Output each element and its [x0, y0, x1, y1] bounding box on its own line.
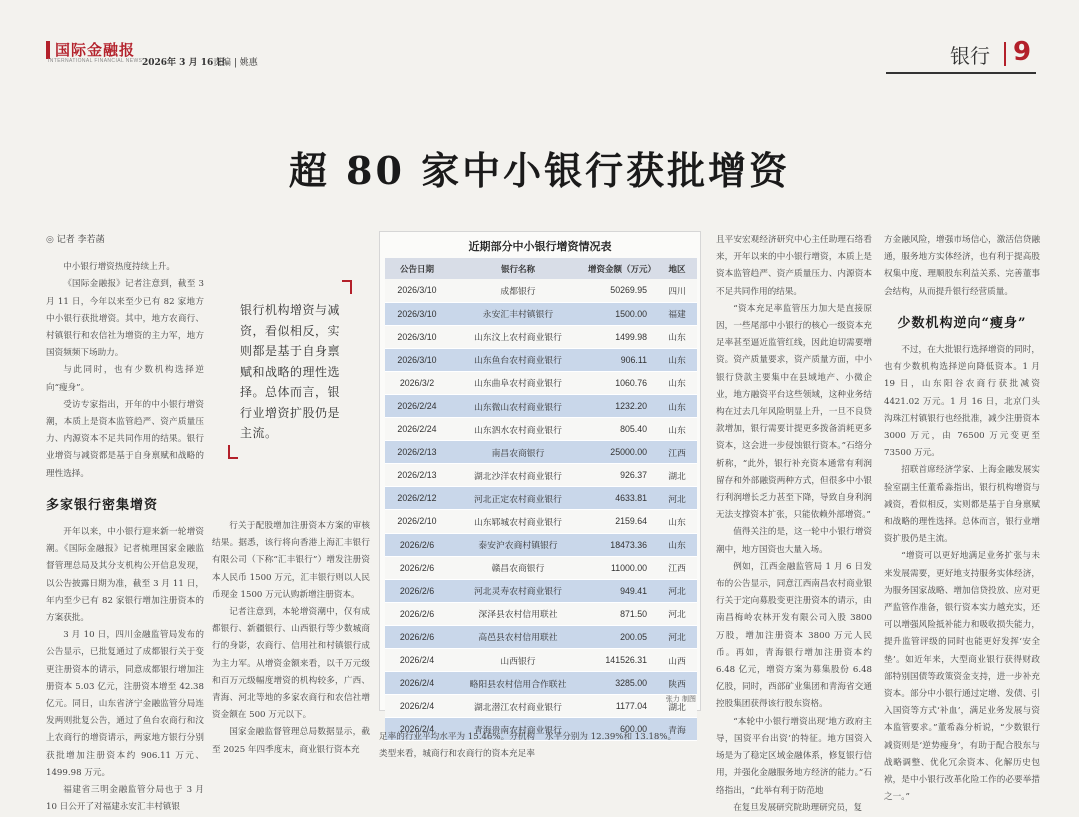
cell-bank-name: 赣昌农商银行 — [449, 556, 587, 579]
paragraph: 国家金融监督管理总局数据显示，截至 2025 年四季度末，商业银行资本充 — [212, 727, 370, 755]
cell-region: 青海 — [657, 718, 697, 741]
cell-date: 2026/3/2 — [385, 371, 449, 394]
cell-date: 2026/2/24 — [385, 394, 449, 417]
cell-bank-name: 湖北沙洋农村商业银行 — [449, 464, 587, 487]
cell-date: 2026/2/6 — [385, 533, 449, 556]
cell-amount: 1232.20 — [587, 394, 657, 417]
increase-capital-table-box — [379, 231, 701, 735]
cell-amount: 906.11 — [587, 348, 657, 371]
cell-amount: 50269.95 — [587, 279, 657, 302]
paragraph: 在复旦发展研究院助理研究员，复 — [733, 802, 863, 813]
cell-amount: 1177.04 — [587, 695, 657, 718]
column-3-bottom — [379, 729, 701, 763]
cell-region: 江西 — [657, 441, 697, 464]
cell-bank-name: 南昌农商银行 — [449, 441, 587, 464]
cell-date: 2026/2/4 — [385, 649, 449, 672]
table-row — [385, 302, 697, 325]
table-row — [385, 510, 697, 533]
cell-amount: 200.05 — [587, 625, 657, 648]
cell-region: 湖北 — [657, 695, 697, 718]
col-header-amount: 增资金额（万元） — [587, 258, 657, 279]
table-row — [385, 602, 697, 625]
paragraph: 与此同时，也有少数机构选择逆向“瘦身”。 — [46, 365, 204, 393]
editor-credit: 责编 | 姚惠 — [213, 58, 258, 68]
column-5 — [884, 232, 1040, 807]
cell-amount: 805.40 — [587, 418, 657, 441]
cell-bank-name: 山西银行 — [449, 649, 587, 672]
col-header-date: 公告日期 — [385, 258, 449, 279]
table-row — [385, 625, 697, 648]
cell-region: 山东 — [657, 533, 697, 556]
cell-date: 2026/2/4 — [385, 672, 449, 695]
cell-amount: 4633.81 — [587, 487, 657, 510]
cell-region: 陕西 — [657, 672, 697, 695]
cell-date: 2026/2/4 — [385, 695, 449, 718]
table-row — [385, 394, 697, 417]
cell-bank-name: 青海贵南农村商业银行 — [449, 718, 587, 741]
cell-date: 2026/2/13 — [385, 441, 449, 464]
cell-amount: 2159.64 — [587, 510, 657, 533]
cell-bank-name: 湖北潜江农村商业银行 — [449, 695, 587, 718]
cell-bank-name: 略阳县农村信用合作联社 — [449, 672, 587, 695]
paragraph: 记者注意到，本轮增资潮中，仅有成都银行、新疆银行、山西银行等少数城商行的身影，农商行、信用社和村镇银行成为主力军。从增资金额来看，以千万元级和百万元级幅度增资的机构较多，广西、青海、河北等地的多家农商行和农信社增资金额在 500 万元以下。 — [212, 607, 370, 721]
table-row — [385, 418, 697, 441]
col-header-bank: 银行名称 — [449, 258, 587, 279]
cell-region: 河北 — [657, 625, 697, 648]
table-row — [385, 672, 697, 695]
paragraph: 福建省三明金融监管分局也于 3 月 10 日公开了对福建永安汇丰村镇银 — [46, 785, 204, 813]
cell-bank-name: 河北正定农村商业银行 — [449, 487, 587, 510]
cell-bank-name: 永安汇丰村镇银行 — [449, 302, 587, 325]
cell-date: 2026/3/10 — [385, 302, 449, 325]
cell-date: 2026/2/13 — [385, 464, 449, 487]
cell-date: 2026/2/24 — [385, 418, 449, 441]
cell-amount: 600.00 — [587, 718, 657, 741]
column-1 — [46, 232, 204, 817]
cell-bank-name: 泰安沪农商村镇银行 — [449, 533, 587, 556]
table-row — [385, 579, 697, 602]
table-row — [385, 695, 697, 718]
cell-region: 山东 — [657, 418, 697, 441]
cell-bank-name: 山东曲阜农村商业银行 — [449, 371, 587, 394]
cell-amount: 25000.00 — [587, 441, 657, 464]
issue-date: 2026年 3 月 16 日 — [142, 58, 226, 68]
table-body — [385, 279, 697, 741]
cell-amount: 1060.76 — [587, 371, 657, 394]
cell-region: 山东 — [657, 510, 697, 533]
cell-region: 湖北 — [657, 464, 697, 487]
paper-name: 国际金融报 — [55, 41, 136, 59]
cell-date: 2026/2/6 — [385, 556, 449, 579]
cell-date: 2026/2/6 — [385, 625, 449, 648]
cell-region: 山西 — [657, 649, 697, 672]
pullquote-corner — [228, 445, 238, 459]
masthead-logo — [46, 39, 135, 60]
paragraph: 方金融风险，增强市场信心，激活信贷融通，服务地方实体经济，也有利于提高股权集中度、理顺股东利益关系、完善董事会结构，从而提升银行经营质量。 — [884, 235, 1040, 297]
cell-region: 山东 — [657, 371, 697, 394]
cell-date: 2026/3/10 — [385, 348, 449, 371]
table-header-row — [385, 258, 697, 279]
subheading: 少数机构逆向“瘦身” — [897, 315, 1027, 331]
cell-region: 河北 — [657, 602, 697, 625]
paragraph: 3 月 10 日，四川金融监管局发布的公告显示，已批复通过了成都银行关于变更注册资本的请示，同意成都银行增加注册资本 5.03 亿元，注册资本增至 42.38 亿元。同日，山东省济宁金融监管分局连发两则批复公告，通过了鱼台农商行和汶上农商行的增资请示，两家地方银行分别获批增加注册资本约 906.11 万元、1499.98 万元。 — [46, 630, 204, 778]
paragraph: “增资可以更好地满足业务扩张与未来发展需要，更好地支持服务实体经济，为服务国家战略、增加信贷投放、应对更严监管作准备，银行资本实力越充实，还可以增强风险抵补能力和吸收损失能力，提升监管评级的同时也能更好发挥‘安全垫’。如近年来，大型商业银行获得财政部特别国债等政策资金支持，进一步补充资本。部分中小银行通过定增、发债、引入国资等方式‘补血’，满足业务发展与资本监管要求。”董希淼分析说，“少数银行减资则是‘逆势瘦身’，有助于配合股东与战略调整、优化冗余资本、化解历史包袱，是中小银行改革化险工作的必要举措之一。” — [884, 551, 1040, 803]
paragraph: 不过，在大批银行选择增资的同时，也有少数机构选择逆向降低资本。1 月 19 日，山东阳谷农商行获批减资 4421.02 万元。1 月 16 日，北京门头沟珠江村镇银行也经批准，减少注册资本 3000 万元，由 76500 万元变更至 73500 万元。 — [884, 345, 1040, 459]
cell-date: 2026/3/10 — [385, 325, 449, 348]
paragraph: 《国际金融报》记者注意到，截至 3 月 11 日，今年以来至少已有 82 家地方中小银行获批增资。其中，地方农商行、村镇银行和农信社为增资的主力军，地方国资频频下场助力。 — [46, 279, 204, 359]
paragraph: 值得关注的是，这一轮中小银行增资潮中，地方国资也大量入场。 — [716, 527, 872, 555]
table-title: 近期部分中小银行增资情况表 — [468, 240, 612, 253]
cell-bank-name: 深泽县农村信用联社 — [449, 602, 587, 625]
cell-amount: 141526.31 — [587, 649, 657, 672]
paragraph: 招联首席经济学家、上海金融发展实验室副主任董希淼指出，银行机构增资与减资，看似相反，实则都是基于自身禀赋和战略的理性选择。总体而言，银行业增资扩股仍是主流。 — [884, 465, 1040, 545]
cell-region: 江西 — [657, 556, 697, 579]
cell-region: 山东 — [657, 325, 697, 348]
pull-quote: 银行机构增资与减资，看似相反，实则都是基于自身禀赋和战略的理性选择。总体而言，银行业增资扩股仍是主流。 — [240, 303, 341, 440]
paragraph: “本轮中小银行增资出现‘地方政府主导，国资平台出资’的特征。地方国资入场是为了稳定区域金融体系，修复银行信用，并强化金融服务地方经济的能力。”石络指出，“此举有利于防范地 — [716, 716, 872, 796]
masthead-rule — [886, 72, 1036, 74]
cell-bank-name: 河北灵寿农村商业银行 — [449, 579, 587, 602]
cell-date: 2026/2/12 — [385, 487, 449, 510]
paragraph: 且平安宏观经济研究中心主任助理石络看来，开年以来的中小银行增资，本质上是资本监管趋严、资产质量压力、内源资本不足共同作用的结果。 — [716, 235, 872, 297]
author-byline: ◎ 记者 李若菡 — [46, 232, 204, 249]
logo-bar — [46, 41, 50, 59]
section-divider — [1004, 42, 1006, 66]
paragraph: 开年以来，中小银行迎来新一轮增资潮。《国际金融报》记者梳理国家金融监督管理总局及其分支机构公开信息发现，以公告披露日期为准，截至 3 月 11 日，年内至少已有 82 家银行增加注册资本的方案获批。 — [46, 527, 204, 624]
table-row — [385, 279, 697, 302]
cell-region: 山东 — [657, 394, 697, 417]
cell-region: 四川 — [657, 279, 697, 302]
paragraph: 中小银行增资热度持续上升。 — [63, 262, 175, 273]
column-2 — [212, 518, 370, 759]
paragraph: “资本充足率监管压力加大是直接原因，一些尾部中小银行的核心一级资本充足率甚至逼近监管红线，因此迫切需要增资。资产质量要求，资产质量方面，中小银行贷款主要集中在县域地产、小微企业，地方融资平台这些领域，这种业务结构在过去几年风险明显上升，一旦不良贷款增加，银行需要计提更多拨备消耗更多资本，这会进一步侵蚀银行资本。”石络分析称，“此外，银行补充资本通常有利润留存和外部融资两种方式，但很多中小银行利润增长乏力甚至下降，导致自身利润无法支撑资本扩张，只能依赖外部增资。” — [716, 303, 872, 521]
col-header-region: 地区 — [657, 258, 697, 279]
cell-bank-name: 高邑县农村信用联社 — [449, 625, 587, 648]
table-row — [385, 464, 697, 487]
table-row — [385, 371, 697, 394]
cell-bank-name: 成都银行 — [449, 279, 587, 302]
cell-date: 2026/3/10 — [385, 279, 449, 302]
table-row — [385, 533, 697, 556]
subheading: 多家银行密集增资 — [46, 497, 159, 513]
cell-amount: 871.50 — [587, 602, 657, 625]
cell-amount: 3285.00 — [587, 672, 657, 695]
cell-amount: 949.41 — [587, 579, 657, 602]
cell-date: 2026/2/6 — [385, 602, 449, 625]
paragraph: 足率的行业平均水平为 15.46%。分机构类型来看，城商行和农商行的资本充足率水平分别为 12.39%和 13.18%。 — [379, 732, 677, 760]
cell-amount: 1499.98 — [587, 325, 657, 348]
table-row — [385, 348, 697, 371]
cell-bank-name: 山东微山农村商业银行 — [449, 394, 587, 417]
table-row — [385, 649, 697, 672]
column-4 — [716, 232, 872, 817]
paragraph: 例如，江西金融监管局 1 月 6 日发布的公告显示，同意江西南昌农村商业银行关于定向募股变更注册资本的请示，由南昌梅岭农林开发有限公司入股 3800 万股，增加注册资本 3800 万元人民币。再如，青海银行增加注册资本约 6.48 亿元，增资方案为募集股份 6.48 亿股，同时，西部矿业集团和青海省交通控股集团获得该行股东资格。 — [716, 561, 872, 710]
cell-amount: 1500.00 — [587, 302, 657, 325]
cell-bank-name: 山东鱼台农村商业银行 — [449, 348, 587, 371]
page-number: 9 — [1013, 37, 1032, 67]
pullquote-corner — [342, 280, 352, 294]
cell-region: 河北 — [657, 579, 697, 602]
paragraph: 受访专家指出，开年的中小银行增资潮，本质上是资本监管趋严、资产质量压力、内源资本不足共同作用的结果。银行业增资与减资都是基于自身禀赋和战略的理性选择。 — [46, 399, 204, 479]
table-row — [385, 441, 697, 464]
table-row — [385, 325, 697, 348]
section-name: 银行 — [950, 44, 990, 68]
cell-bank-name: 山东郓城农村商业银行 — [449, 510, 587, 533]
cell-region: 山东 — [657, 348, 697, 371]
cell-region: 河北 — [657, 487, 697, 510]
table-credit: 张力 制图 — [665, 695, 696, 703]
cell-date: 2026/2/6 — [385, 579, 449, 602]
table-row — [385, 556, 697, 579]
cell-bank-name: 山东汶上农村商业银行 — [449, 325, 587, 348]
cell-date: 2026/2/4 — [385, 718, 449, 741]
table-row — [385, 487, 697, 510]
cell-bank-name: 山东泗水农村商业银行 — [449, 418, 587, 441]
cell-amount: 18473.36 — [587, 533, 657, 556]
paper-name-en: INTERNATIONAL FINANCIAL NEWS — [48, 58, 143, 64]
paragraph: 行关于配股增加注册资本方案的审核结果。据悉，该行将向香港上海汇丰银行有限公司（下称“汇丰银行”）增发注册资本人民币 1500 万元，汇丰银行则以人民币现金 1500 万元认购新增注册资本。 — [212, 521, 370, 600]
capital-increase-table — [385, 258, 697, 741]
cell-amount: 11000.00 — [587, 556, 657, 579]
cell-region: 福建 — [657, 302, 697, 325]
cell-date: 2026/2/10 — [385, 510, 449, 533]
headline: 超 80 家中小银行获批增资 — [288, 148, 791, 193]
cell-amount: 926.37 — [587, 464, 657, 487]
